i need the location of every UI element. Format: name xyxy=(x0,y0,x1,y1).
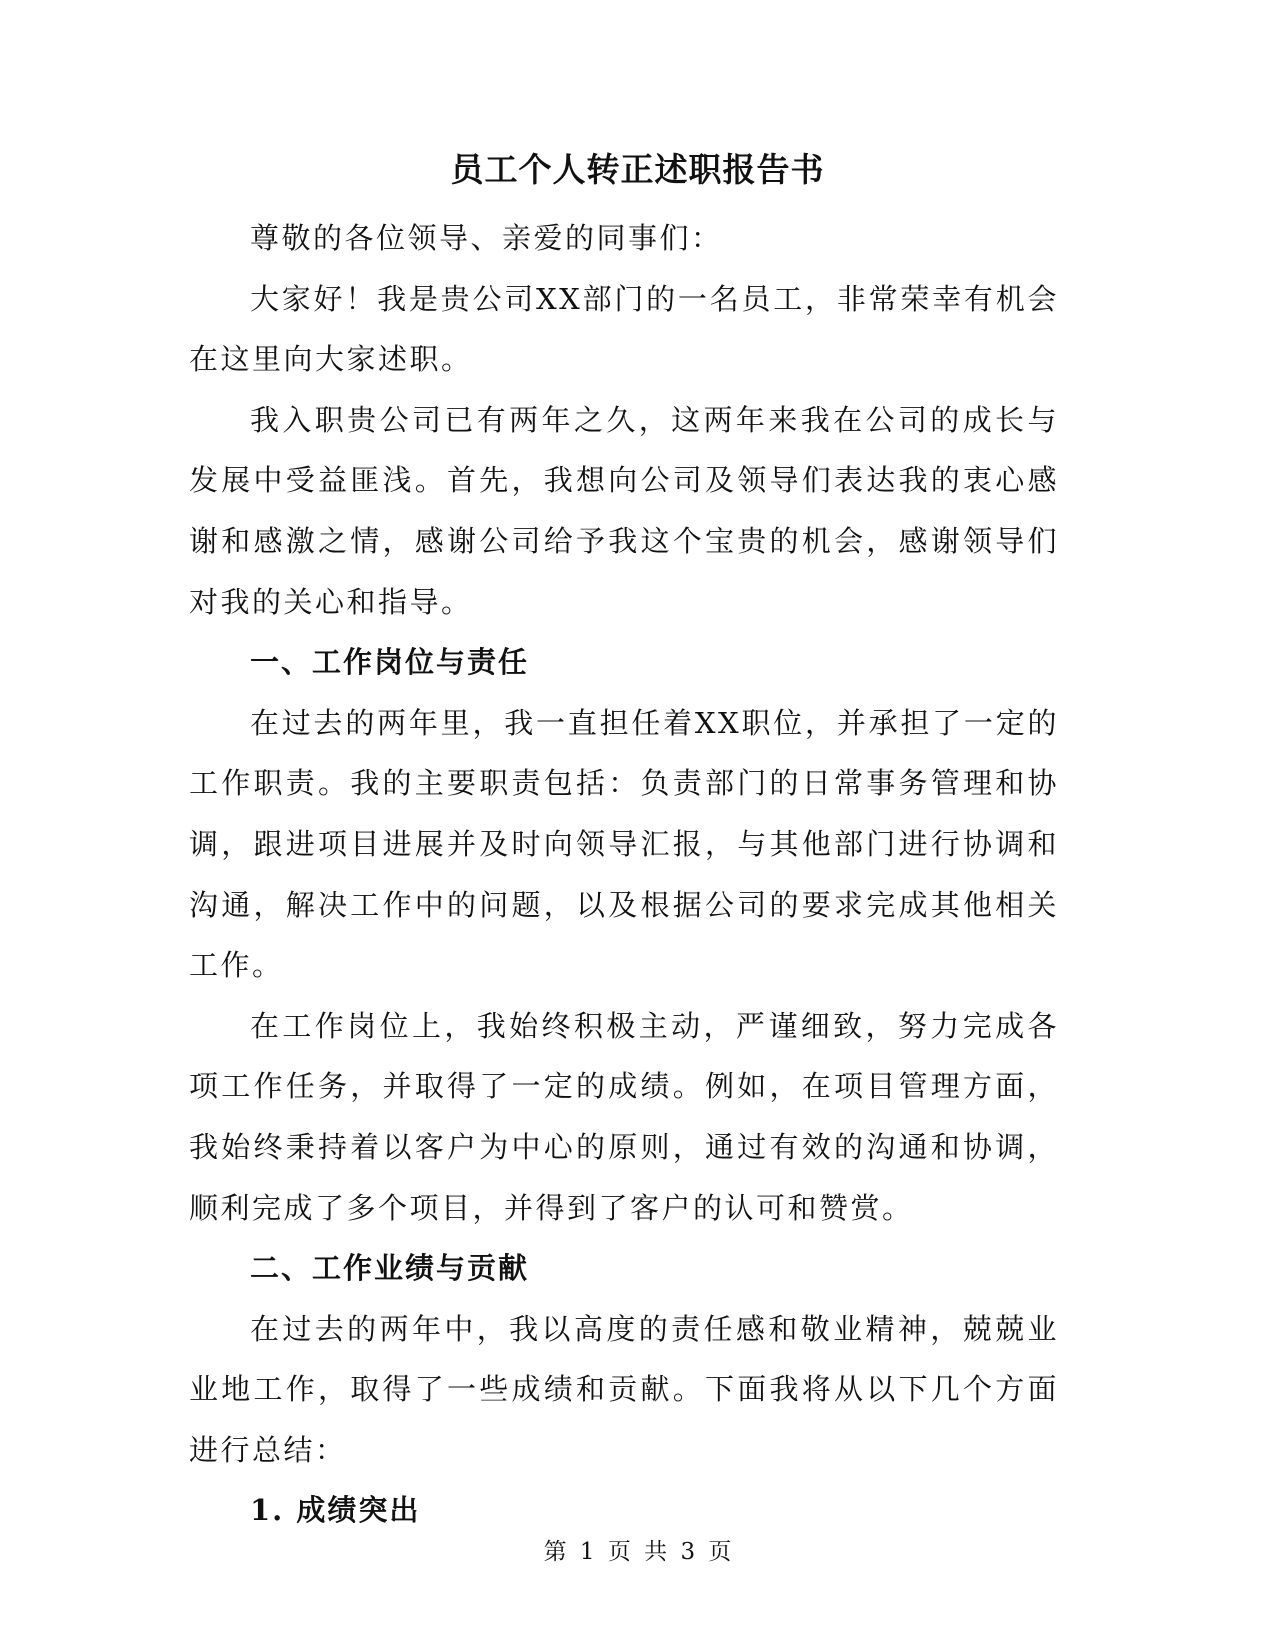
document-body xyxy=(189,208,1059,1541)
section-heading-1: 一、工作岗位与责任 xyxy=(250,645,530,680)
paragraph-contribution: 在过去的两年中，我以高度的责任感和敬业精神，兢兢业业地工作，取得了一些成绩和贡献。下面我将从以下几个方面进行总结： xyxy=(189,1311,1059,1467)
document-title: 员工个人转正述职报告书 xyxy=(450,150,825,189)
paragraph-performance: 在工作岗位上，我始终积极主动，严谨细致，努力完成各项工作任务，并取得了一定的成绩。例如，在项目管理方面，我始终秉持着以客户为中心的原则，通过有效的沟通和协调，顺利完成了多个项目，并得到了客户的认可和赞赏。 xyxy=(189,1008,1059,1225)
paragraph-intro: 我入职贵公司已有两年之久，这两年来我在公司的成长与发展中受益匪浅。首先，我想向公司及领导们表达我的衷心感谢和感激之情，感谢公司给予我这个宝贵的机会，感谢领导们对我的关心和指导。 xyxy=(189,402,1059,619)
salutation: 尊敬的各位领导、亲爱的同事们： xyxy=(250,221,723,255)
paragraph-duties: 在过去的两年里，我一直担任着XX职位，并承担了一定的工作职责。我的主要职责包括：负责部门的日常事务管理和协调，跟进项目进展并及时向领导汇报，与其他部门进行协调和沟通，解决工作中的问题，以及根据公司的要求完成其他相关工作。 xyxy=(189,705,1059,983)
paragraph-greeting: 大家好！我是贵公司XX部门的一名员工，非常荣幸有机会在这里向大家述职。 xyxy=(189,281,1059,377)
page-footer: 第 1 页 共 3 页 xyxy=(543,1539,732,1565)
section-heading-2: 二、工作业绩与贡献 xyxy=(250,1251,530,1286)
subsection-heading-1: 1. 成绩突出 xyxy=(250,1493,421,1528)
